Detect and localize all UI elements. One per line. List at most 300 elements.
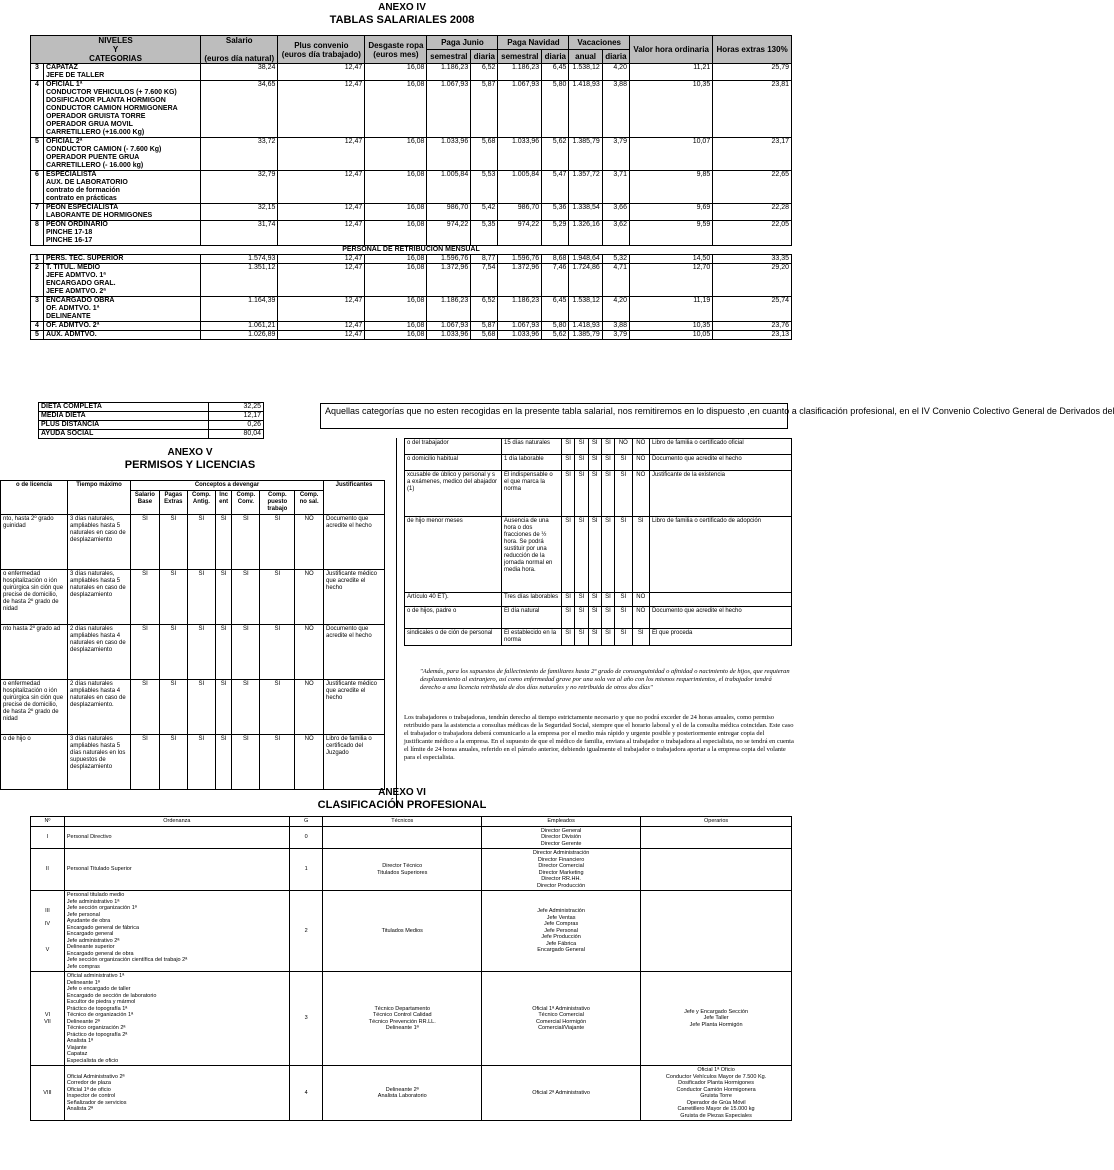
permiso-value: SI — [159, 515, 187, 570]
permiso-value: SI — [215, 625, 231, 680]
header-salario: Salario (euros día natural) — [201, 36, 278, 64]
salary-value: 12,70 — [629, 264, 712, 297]
clas-op: Oficial 1ª Oficio Conductor Vehículos Mayor de 7.500 Kg. Dosificador Planta Hormigones Conductor Camión Hormigonera Gruista Torre Operador de Grúa Móvil Carretillero Mayor de 15.000 kg Gruista de Piezas Especiales — [641, 1066, 792, 1121]
permiso-value: NO — [295, 515, 324, 570]
permiso-value: SI — [632, 629, 649, 646]
category-name: OF. ADMTVO. 1ª — [46, 305, 100, 312]
permiso-value: SI — [562, 471, 575, 517]
salary-value: 5,62 — [542, 331, 569, 340]
extra-value: 12,17 — [209, 412, 264, 421]
category-name: CARRETILLERO (+16.000 Kg) — [46, 129, 145, 136]
row-number: 4 — [31, 81, 44, 138]
clas-g: 3 — [289, 972, 323, 1066]
salary-value: 5,68 — [471, 138, 498, 171]
row-categories — [44, 322, 201, 331]
perm-concept-header: Comp. puesto trabajo — [260, 491, 295, 515]
column-divider — [396, 438, 397, 808]
salary-value: 974,22 — [498, 221, 542, 246]
permiso-value: SI — [575, 439, 588, 455]
permisos-table — [0, 480, 385, 790]
salary-value: 38,24 — [201, 64, 278, 81]
salary-value: 16,08 — [365, 81, 427, 138]
salary-value: 3,62 — [602, 221, 629, 246]
row-number: 4 — [31, 322, 44, 331]
permiso-justificante: Libro de familia o certificado del Juzgado — [324, 735, 385, 790]
permiso-value: SI — [588, 607, 601, 629]
clasificacion-row — [31, 972, 792, 1066]
clas-emp: Jefe Administración Jefe Ventas Jefe Compras Jefe Personal Jefe Producción Jefe Fábrica Encargado General — [482, 891, 641, 972]
category-name: CARRETILLERO (- 16.000 kg) — [46, 162, 144, 169]
salary-value: 3,71 — [602, 171, 629, 204]
salary-value: 34,65 — [201, 81, 278, 138]
permiso-value: SI — [260, 680, 295, 735]
category-name: ENCARGADO GRAL. — [46, 280, 116, 287]
salary-value: 23,81 — [713, 81, 792, 138]
mensual-title: PERSONAL DE RETRIBUCION MENSUAL — [342, 246, 480, 253]
clas-tec: Titulados Medios — [323, 891, 482, 972]
permiso-value: SI — [601, 593, 614, 607]
header-plus: Plus convenio (euros día trabajado) — [278, 36, 365, 64]
permiso-clase: o de hijo o — [1, 735, 68, 790]
permiso-clase: o enfermedad hospitalización o ión quirúrgica sin ción que precise de domicilio, de hasta 2º grado de nidad — [1, 680, 68, 735]
salary-value: 12,47 — [278, 204, 365, 221]
anexo4-subtitle: TABLAS SALARIALES 2008 — [329, 14, 475, 26]
category-name: DOSIFICADOR PLANTA HORMIGON — [46, 97, 166, 104]
salary-value: 8,68 — [542, 255, 569, 264]
header-valor-hora: Valor hora ordinaria — [629, 36, 712, 64]
salary-row — [31, 171, 792, 204]
header-vacaciones: Vacaciones — [569, 36, 630, 50]
clas-tec: Delineante 2ª Analista Laboratorio — [323, 1066, 482, 1121]
clas-ord: Oficial administrativo 1ª Delineante 1ª Jefe o encargado de taller Encargado de sección de laboratorio Escultor de piedra y mármol Práctico de topografía 1ª Técnico de organización 1ª Delineante 2ª Técnico organización 2ª Práctico de topografía 2ª Analista 1ª Viajante Capataz Especialista de oficio — [64, 972, 289, 1066]
extra-label: DIETA COMPLETA — [39, 403, 209, 412]
permiso-row — [405, 629, 792, 646]
salary-row — [31, 322, 792, 331]
extra-value: 32,25 — [209, 403, 264, 412]
salary-value: 3,79 — [602, 331, 629, 340]
permiso-tiempo: 3 días naturales ampliables hasta 5 días naturales en los supuestos de desplazamiento — [68, 735, 131, 790]
permiso-tiempo: Tres días laborables — [502, 593, 562, 607]
salary-value: 32,15 — [201, 204, 278, 221]
salary-note: Aquellas categorías que no esten recogidas en la presente tabla salarial, nos remitiremos en lo dispuesto ,en cuanto a clasificación profesional, en el IV Convenio Colectivo General de Derivados del — [320, 403, 788, 429]
salary-value: 5,87 — [471, 322, 498, 331]
salary-value: 23,76 — [713, 322, 792, 331]
clas-emp: Director Administración Director Financiero Director Comercial Director Marketing Director RR.HH. Director Producción — [482, 849, 641, 891]
category-name: LABORANTE DE HORMIGONES — [46, 212, 153, 219]
permiso-row — [405, 593, 792, 607]
category-name: CAPATAZ — [46, 64, 78, 71]
category-name: OF. ADMTVO. 2ª — [46, 322, 100, 329]
salary-value: 4,20 — [602, 64, 629, 81]
salary-value: 5,53 — [471, 171, 498, 204]
permiso-value: SI — [615, 455, 632, 471]
permiso-value: SI — [588, 629, 601, 646]
clas-op — [641, 826, 792, 849]
perm-header-clase: o de licencia — [1, 481, 68, 515]
permiso-clase: nto, hasta 2º grado guinidad — [1, 515, 68, 570]
anexo5-title: ANEXO V — [167, 447, 213, 458]
salary-value: 22,05 — [713, 221, 792, 246]
header-semestral: semestral — [427, 50, 471, 64]
permiso-row — [405, 517, 792, 593]
permiso-clase: o domicilio habitual — [405, 455, 502, 471]
category-name: OPERADOR GRUA MOVIL — [46, 121, 133, 128]
permiso-value: SI — [187, 735, 215, 790]
salary-value: 1.033,96 — [427, 331, 471, 340]
perm-concept-header: Comp. Conv. — [232, 491, 260, 515]
salary-value: 12,47 — [278, 64, 365, 81]
category-name: PEON ORDINARIO — [46, 221, 108, 228]
clas-n: III IV V — [31, 891, 65, 972]
permiso-value: NO — [632, 471, 649, 517]
permiso-value: SI — [232, 680, 260, 735]
permiso-row — [1, 735, 385, 790]
salary-value: 5,36 — [542, 204, 569, 221]
salary-value: 1.186,23 — [427, 64, 471, 81]
category-name: contrato de formación — [46, 187, 120, 194]
salary-value: 7,46 — [542, 264, 569, 297]
permiso-value: SI — [601, 607, 614, 629]
salary-value: 986,70 — [427, 204, 471, 221]
permiso-value: SI — [562, 593, 575, 607]
clas-n: VIII — [31, 1066, 65, 1121]
permiso-clase: xcusable de úblico y personal y s a exámenes, medico del abajador (1) — [405, 471, 502, 517]
clas-n: VI VII — [31, 972, 65, 1066]
salary-value: 25,74 — [713, 297, 792, 322]
row-number: 1 — [31, 255, 44, 264]
extra-value: 80,04 — [209, 430, 264, 439]
clas-header: Ordenanza — [64, 817, 289, 827]
permiso-value: SI — [575, 455, 588, 471]
permiso-row — [405, 607, 792, 629]
clas-n: II — [31, 849, 65, 891]
category-name: PINCHE 17-18 — [46, 229, 93, 236]
row-categories — [44, 138, 201, 171]
salary-value: 1.418,93 — [569, 81, 602, 138]
extras-table — [38, 402, 264, 439]
permiso-value: SI — [588, 439, 601, 455]
permiso-value: SI — [215, 680, 231, 735]
row-categories — [44, 204, 201, 221]
salary-value: 1.067,93 — [427, 322, 471, 331]
permiso-tiempo: Ausencia de una hora o dos fracciones de ½ hora. Se podrá sustituir por una reducción de la jornada normal en media hora. — [502, 517, 562, 593]
clas-op — [641, 849, 792, 891]
row-number: 3 — [31, 297, 44, 322]
category-name: JEFE DE TALLER — [46, 72, 105, 79]
permiso-clase: de hijo menor meses — [405, 517, 502, 593]
header-paga-junio: Paga Junio — [427, 36, 498, 50]
salary-value: 12,47 — [278, 255, 365, 264]
permiso-row — [405, 455, 792, 471]
clas-op — [641, 891, 792, 972]
permiso-value: NO — [632, 455, 649, 471]
salary-value: 1.372,96 — [498, 264, 542, 297]
permisos-quote: "Además, para los supuestos de fallecimiento de familiares hasta 2º grado de consanguinidad o afinidad o nacimiento de hijos, que requieran desplazamiento al extranjero, así como enfermedad grave por una sola vez al año con los mismos requerimientos, el trabajador tendrá derecho a una licencia retribuida de dos días naturales y no retribuida de otros dos días" — [420, 668, 790, 691]
permiso-value: SI — [131, 515, 160, 570]
clasificacion-row — [31, 826, 792, 849]
anexo4-title: ANEXO IV — [378, 2, 426, 13]
salary-value: 10,05 — [629, 331, 712, 340]
permiso-value: SI — [601, 471, 614, 517]
category-name: ENCARGADO OBRA — [46, 297, 115, 304]
permiso-tiempo: El establecido en la norma — [502, 629, 562, 646]
permiso-value: SI — [588, 593, 601, 607]
permiso-tiempo: El día natural — [502, 607, 562, 629]
salary-value: 1.186,23 — [427, 297, 471, 322]
salary-value: 16,08 — [365, 204, 427, 221]
salary-value: 1.574,93 — [201, 255, 278, 264]
category-name: OFICIAL 2ª — [46, 138, 83, 145]
permiso-value: SI — [575, 593, 588, 607]
section-row — [31, 246, 792, 255]
row-number: 7 — [31, 204, 44, 221]
permiso-tiempo: 2 días naturales ampliables hasta 4 naturales en caso de desplazamiento. — [68, 680, 131, 735]
permiso-value: SI — [215, 515, 231, 570]
permiso-value: SI — [562, 629, 575, 646]
anexo6-subtitle: CLASIFICACIÓN PROFESIONAL — [317, 799, 487, 811]
salary-value: 16,08 — [365, 171, 427, 204]
permiso-value: NO — [295, 735, 324, 790]
salary-value: 8,77 — [471, 255, 498, 264]
salary-value: 3,88 — [602, 322, 629, 331]
category-name: AUX. ADMTVO. — [46, 331, 97, 338]
salary-value: 22,28 — [713, 204, 792, 221]
extra-row — [39, 403, 264, 412]
salary-table — [30, 35, 792, 340]
salary-value: 12,47 — [278, 297, 365, 322]
salary-value: 6,45 — [542, 64, 569, 81]
permiso-clase: nto hasta 2º grado ad — [1, 625, 68, 680]
perm-header-tiempo: Tiempo máximo — [68, 481, 131, 515]
permiso-value: SI — [232, 515, 260, 570]
clas-emp: Oficial 2ª Administrativo — [482, 1066, 641, 1121]
salary-value: 23,13 — [713, 331, 792, 340]
salary-value: 5,29 — [542, 221, 569, 246]
permiso-value: NO — [615, 439, 632, 455]
permiso-value: SI — [575, 471, 588, 517]
salary-value: 1.164,39 — [201, 297, 278, 322]
row-categories — [44, 264, 201, 297]
salary-value: 1.372,96 — [427, 264, 471, 297]
permiso-value: SI — [562, 439, 575, 455]
salary-value: 25,79 — [713, 64, 792, 81]
header-anual: anual — [569, 50, 602, 64]
clas-emp: Director General Director División Director Gerente — [482, 826, 641, 849]
salary-value: 31,74 — [201, 221, 278, 246]
category-name: contrato en prácticas — [46, 195, 117, 202]
row-number: 2 — [31, 264, 44, 297]
permiso-value: SI — [187, 570, 215, 625]
salary-value: 5,62 — [542, 138, 569, 171]
salary-value: 1.033,96 — [427, 138, 471, 171]
permiso-clase: Artículo 40 ET). — [405, 593, 502, 607]
permiso-value: SI — [615, 593, 632, 607]
row-number: 5 — [31, 331, 44, 340]
category-name: PINCHE 16-17 — [46, 237, 93, 244]
permiso-value: SI — [615, 607, 632, 629]
salary-value: 1.385,79 — [569, 331, 602, 340]
permiso-value: SI — [187, 625, 215, 680]
salary-value: 1.948,64 — [569, 255, 602, 264]
permiso-clase: o enfermedad hospitalización o ión quirúrgica sin ción que precise de domicilio, de hasta 2º grado de nidad — [1, 570, 68, 625]
salary-value: 974,22 — [427, 221, 471, 246]
category-name: PERS. TEC. SUPERIOR — [46, 255, 124, 262]
row-number: 3 — [31, 64, 44, 81]
salary-value: 12,47 — [278, 221, 365, 246]
permiso-row — [1, 625, 385, 680]
permiso-justificante: Justificante médico que acredite el hecho — [324, 570, 385, 625]
category-name: ESPECIALISTA — [46, 171, 97, 178]
salary-value: 16,08 — [365, 331, 427, 340]
salary-value: 1.186,23 — [498, 64, 542, 81]
salary-value: 7,54 — [471, 264, 498, 297]
permiso-value: SI — [562, 517, 575, 593]
salary-value: 33,72 — [201, 138, 278, 171]
header-diaria: diaria — [471, 50, 498, 64]
salary-value: 12,47 — [278, 138, 365, 171]
permiso-tiempo: 1 día laborable — [502, 455, 562, 471]
header-semestral: semestral — [498, 50, 542, 64]
salary-value: 5,68 — [471, 331, 498, 340]
row-categories — [44, 171, 201, 204]
salary-value: 1.596,76 — [498, 255, 542, 264]
permiso-row — [1, 680, 385, 735]
permiso-value: SI — [260, 570, 295, 625]
salary-value: 14,50 — [629, 255, 712, 264]
perm-header-justificantes: Justificantes — [324, 481, 385, 515]
clas-ord: Personal Directivo — [64, 826, 289, 849]
permiso-tiempo: 3 días naturales, ampliables hasta 5 naturales en caso de desplazamiento — [68, 570, 131, 625]
category-name: JEFE ADMTVO. 2ª — [46, 288, 106, 295]
salary-value: 3,79 — [602, 138, 629, 171]
salary-value: 1.061,21 — [201, 322, 278, 331]
permiso-value: NO — [632, 607, 649, 629]
salary-value: 1.418,93 — [569, 322, 602, 331]
salary-row — [31, 331, 792, 340]
perm-concept-header: Comp. no sal. — [295, 491, 324, 515]
salary-value: 1.338,54 — [569, 204, 602, 221]
anexo6-title: ANEXO VI — [378, 787, 426, 798]
permiso-clase: o del trabajador — [405, 439, 502, 455]
clas-g: 2 — [289, 891, 323, 972]
salary-row — [31, 264, 792, 297]
permiso-value: SI — [575, 607, 588, 629]
clas-g: 1 — [289, 849, 323, 891]
perm-header-conceptos: Conceptos a devengar — [131, 481, 324, 491]
salary-value: 5,80 — [542, 81, 569, 138]
extra-label: MEDIA DIETA — [39, 412, 209, 421]
row-categories — [44, 331, 201, 340]
permiso-value: SI — [588, 455, 601, 471]
permiso-value: SI — [562, 455, 575, 471]
permiso-clase: o de hijos, padre o — [405, 607, 502, 629]
salary-value: 22,65 — [713, 171, 792, 204]
category-name: T. TITUL. MEDIO — [46, 264, 101, 271]
row-number: 6 — [31, 171, 44, 204]
permiso-value: SI — [232, 625, 260, 680]
salary-value: 9,59 — [629, 221, 712, 246]
header-diaria: diaria — [542, 50, 569, 64]
salary-value: 12,47 — [278, 264, 365, 297]
clasificacion-row — [31, 891, 792, 972]
permiso-value: SI — [588, 471, 601, 517]
clas-tec: Director Técnico Titulados Superiores — [323, 849, 482, 891]
permiso-justificante: Documento que acredite el hecho — [324, 625, 385, 680]
salary-value: 12,47 — [278, 171, 365, 204]
clasificacion-table — [30, 816, 792, 1121]
permiso-value: SI — [159, 570, 187, 625]
salary-value: 16,08 — [365, 221, 427, 246]
salary-value: 1.357,72 — [569, 171, 602, 204]
permiso-tiempo: 3 días naturales, ampliables hasta 5 naturales en caso de desplazamiento — [68, 515, 131, 570]
row-number: 8 — [31, 221, 44, 246]
category-name: OFICIAL 1ª — [46, 81, 83, 88]
salary-value: 5,32 — [602, 255, 629, 264]
perm-concept-header: Comp. Antig. — [187, 491, 215, 515]
salary-value: 11,19 — [629, 297, 712, 322]
perm-concept-header: Pagas Extras — [159, 491, 187, 515]
clas-g: 0 — [289, 826, 323, 849]
salary-value: 1.067,93 — [427, 81, 471, 138]
permiso-justificante: Documento que acredite el hecho — [324, 515, 385, 570]
salary-value: 1.067,93 — [498, 322, 542, 331]
clasificacion-row — [31, 849, 792, 891]
permiso-value: SI — [131, 625, 160, 680]
salary-value: 1.005,84 — [427, 171, 471, 204]
salary-row — [31, 138, 792, 171]
salary-value: 3,88 — [602, 81, 629, 138]
salary-value: 12,47 — [278, 331, 365, 340]
extra-row — [39, 421, 264, 430]
salary-value: 32,79 — [201, 171, 278, 204]
salary-value: 986,70 — [498, 204, 542, 221]
permiso-value: SI — [615, 517, 632, 593]
permiso-value: SI — [215, 735, 231, 790]
salary-value: 5,35 — [471, 221, 498, 246]
permiso-value: SI — [588, 517, 601, 593]
salary-value: 1.538,12 — [569, 64, 602, 81]
row-categories — [44, 297, 201, 322]
salary-value: 5,42 — [471, 204, 498, 221]
clasificacion-row — [31, 1066, 792, 1121]
permiso-row — [1, 570, 385, 625]
permiso-justificante: Libro de familia o certificado de adopción — [649, 517, 791, 593]
salary-value: 3,66 — [602, 204, 629, 221]
extra-label: AYUDA SOCIAL — [39, 430, 209, 439]
permiso-value: SI — [575, 629, 588, 646]
category-name: CONDUCTOR CAMION HORMIGONERA — [46, 105, 178, 112]
permiso-value: SI — [131, 570, 160, 625]
permiso-row — [405, 439, 792, 455]
permiso-value: NO — [632, 439, 649, 455]
category-name: JEFE ADMTVO. 1ª — [46, 272, 106, 279]
permiso-value: NO — [295, 680, 324, 735]
permisos-paragraph: Los trabajadores o trabajadoras, tendrán derecho al tiempo estrictamente necesario y que no podrá exceder de 24 horas anuales, como permiso retribuido para la asistencia a consultas médicas de la Seguridad Social, siempre que el horario laboral y el de la consulta médica coincidan. Este caso el trabajador o trabajadora deberá comunicarlo a la empresa por el medio más rápido y urgente posible y posteriormente entregar copia del justificante médico a la empresa. En el supuesto de que el médico de familia, enviara al trabajador o trabajadora al especialista, no se tendrá en cuenta el límite de 24 horas anuales, referido en el párrafo anterior, debiendo igualmente el trabajador o trabajadora aportar a la empresa copia del volante para el especialista. — [404, 714, 794, 761]
permiso-value: SI — [601, 455, 614, 471]
clas-emp: Oficial 1ª Administrativo Técnico Comercial Comercial Hormigón Comercial/Viajante — [482, 972, 641, 1066]
permiso-value: SI — [601, 629, 614, 646]
salary-value: 16,08 — [365, 138, 427, 171]
salary-row — [31, 255, 792, 264]
permiso-tiempo: 2 días naturales ampliables hasta 4 naturales en caso de desplazamiento — [68, 625, 131, 680]
permiso-value: NO — [295, 570, 324, 625]
permiso-value: SI — [601, 439, 614, 455]
row-number: 5 — [31, 138, 44, 171]
anexo5-subtitle: PERMISOS Y LICENCIAS — [124, 459, 256, 471]
salary-value: 16,08 — [365, 64, 427, 81]
salary-value: 5,87 — [471, 81, 498, 138]
salary-value: 12,47 — [278, 81, 365, 138]
